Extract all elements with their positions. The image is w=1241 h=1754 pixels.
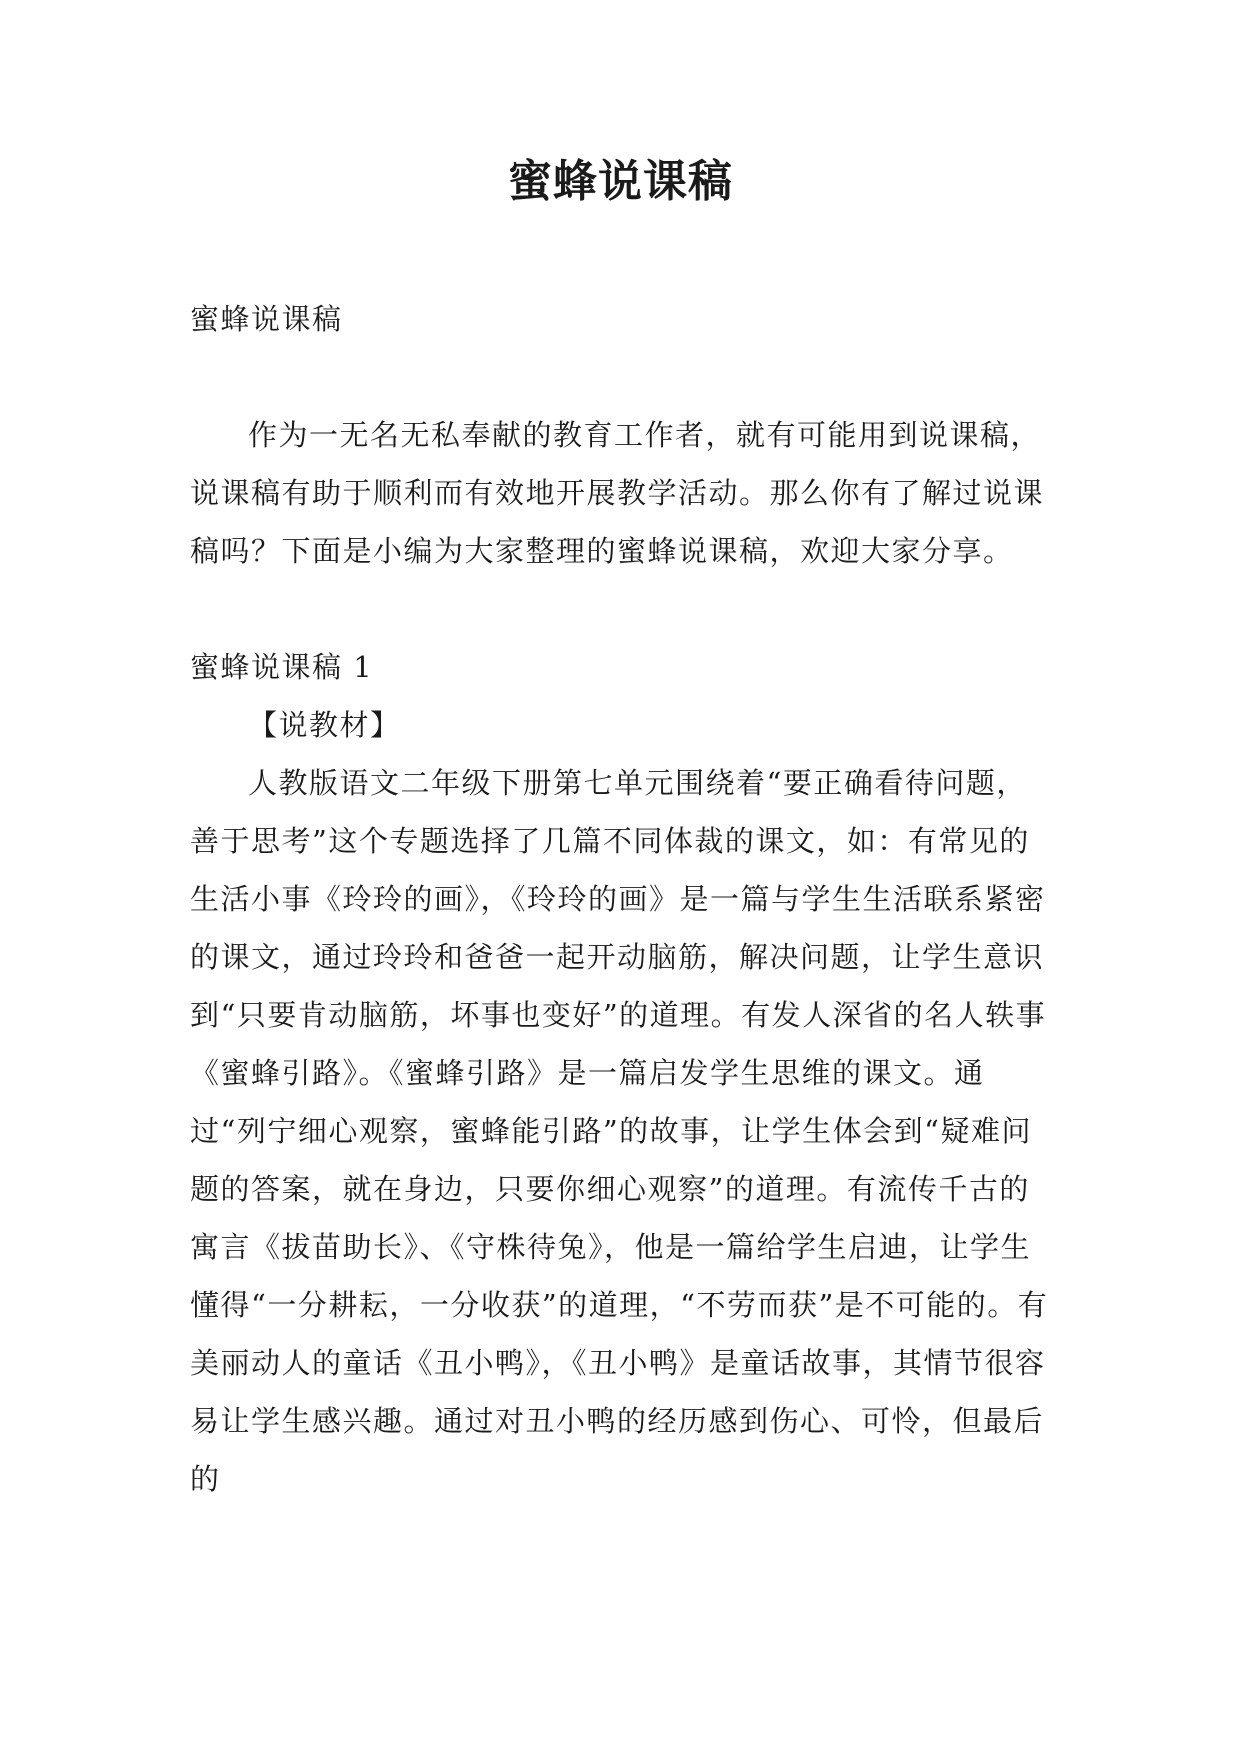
section-paragraph: 人教版语文二年级下册第七单元围绕着“要正确看待问题，善于思考”这个专题选择了几篇不同体裁的课文，如：有常见的生活小事《玲玲的画》，《玲玲的画》是一篇与学生生活联系紧密的课文，通过玲玲和爸爸一起开动脑筋，解决问题，让学生意识到“只要肯动脑筋，坏事也变好”的道理。有发人深省的名人轶事《蜜蜂引路》。《蜜蜂引路》是一篇启发学生思维的课文。通过“列宁细心观察，蜜蜂能引路”的故事，让学生体会到“疑难问题的答案，就在身边，只要你细心观察”的道理。有流传千古的寓言《拔苗助长》、《守株待兔》，他是一篇给学生启迪，让学生懂得“一分耕耘，一分收获”的道理，“不劳而获”是不可能的。有美丽动人的童话《丑小鸭》，《丑小鸭》是童话故事，其情节很容易让学生感兴趣。通过对丑小鸭的经历感到伤心、可怜，但最后的 [190,766,1049,1496]
section-label: 【说教材】 [248,708,401,742]
section-heading: 蜜蜂说课稿 1 [190,650,374,684]
document-body [190,290,1052,1508]
document-subtitle: 蜜蜂说课稿 [190,302,343,336]
intro-paragraph: 作为一无名无私奉献的教育工作者，就有可能用到说课稿，说课稿有助于顺利而有效地开展教学活动。那么你有了解过说课稿吗？下面是小编为大家整理的蜜蜂说课稿，欢迎大家分享。 [190,418,1045,568]
document-title: 蜜蜂说课稿 [508,156,733,207]
